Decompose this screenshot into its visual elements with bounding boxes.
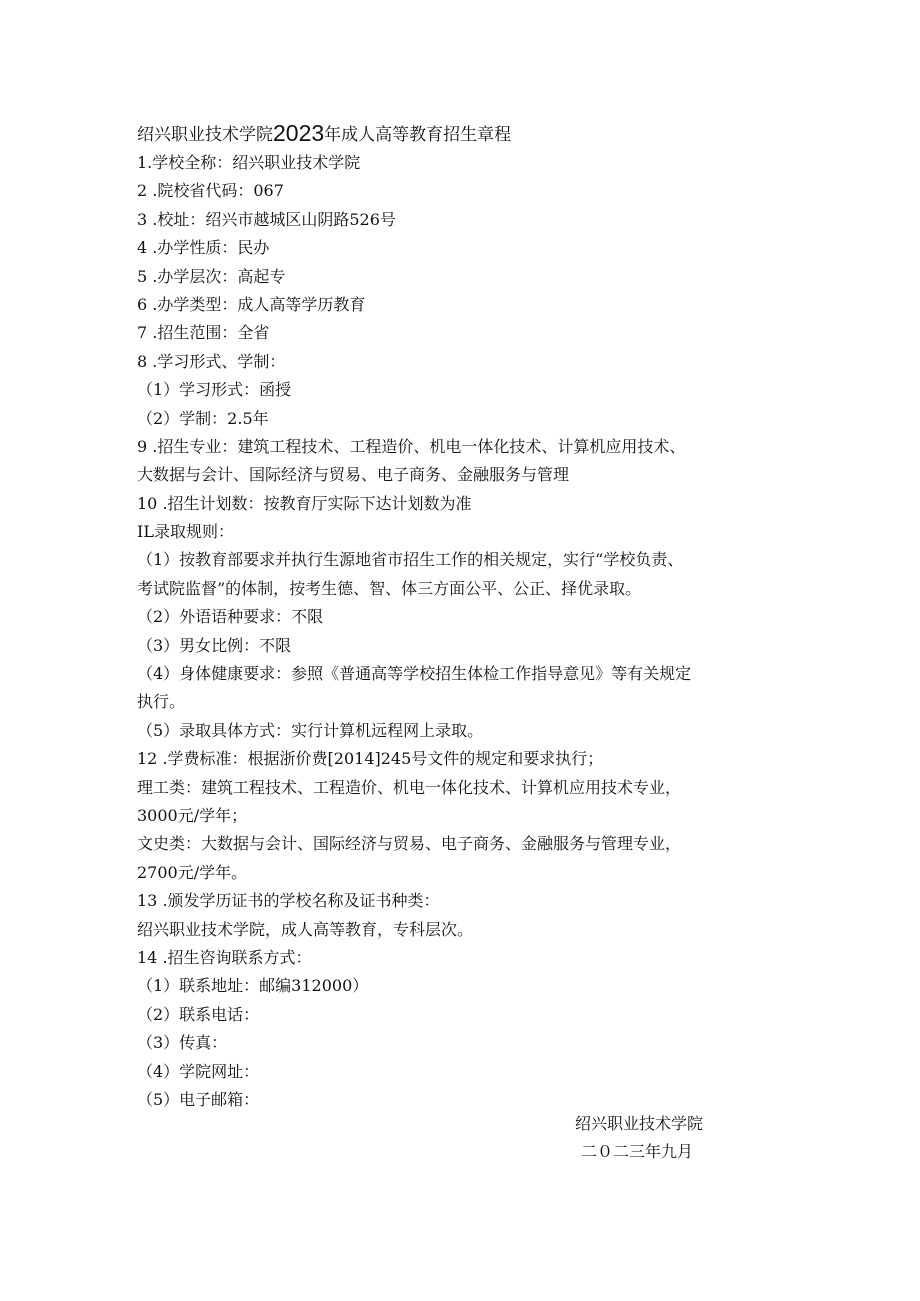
title-suffix: 年成人高等教育招生章程 bbox=[324, 125, 512, 145]
document-line: （1）按教育部要求并执行生源地省市招生工作的相关规定，实行“学校负责、 bbox=[137, 550, 684, 570]
document-line: （3）传真： bbox=[137, 1033, 228, 1053]
document-line: 5 .办学层次：高起专 bbox=[137, 266, 286, 286]
title-year: 2023 bbox=[273, 120, 325, 146]
document-line: 执行。 bbox=[137, 692, 186, 712]
signature-institution: 绍兴职业技术学院 bbox=[575, 1114, 704, 1133]
document-line: 14 .招生咨询联系方式： bbox=[137, 947, 312, 967]
document-body bbox=[137, 149, 797, 1114]
document-line: 1.学校全称：绍兴职业技术学院 bbox=[137, 153, 361, 172]
document-line: 4 .办学性质：民办 bbox=[137, 238, 270, 258]
document-line: 2 .院校省代码：067 bbox=[137, 181, 284, 201]
document-line: 10 .招生计划数：按教育厅实际下达计划数为准 bbox=[137, 493, 472, 513]
document-line: （2）学制：2.5年 bbox=[137, 408, 269, 428]
signature-block bbox=[575, 1110, 775, 1166]
signature-date: 二０二三年九月 bbox=[581, 1142, 694, 1161]
document-line: 12 .学费标准：根据浙价费[2014]245号文件的规定和要求执行； bbox=[137, 749, 604, 769]
document-line: 8 .学习形式、学制： bbox=[137, 351, 286, 371]
document-line: 绍兴职业技术学院，成人高等教育，专科层次。 bbox=[137, 919, 474, 939]
document-line: （5）录取具体方式：实行计算机远程网上录取。 bbox=[137, 720, 484, 740]
document-line: 7 .招生范围：全省 bbox=[137, 323, 270, 343]
document-line: 大数据与会计、国际经济与贸易、电子商务、金融服务与管理 bbox=[137, 465, 570, 485]
document-line: （3）男女比例：不限 bbox=[137, 635, 292, 655]
document-line: （2）联系电话： bbox=[137, 1004, 260, 1024]
document-line: 文史类：大数据与会计、国际经济与贸易、电子商务、金融服务与管理专业， bbox=[137, 834, 682, 854]
document-line: （1）学习形式：函授 bbox=[137, 380, 292, 400]
document-line: 6 .办学类型：成人高等学历教育 bbox=[137, 294, 366, 314]
document-line: 3 .校址：绍兴市越城区山阴路526号 bbox=[137, 209, 396, 229]
document-line: 9 .招生专业：建筑工程技术、工程造价、机电一体化技术、计算机应用技术、 bbox=[137, 436, 686, 456]
document-line: 理工类：建筑工程技术、工程造价、机电一体化技术、计算机应用技术专业， bbox=[137, 777, 682, 797]
document-line: （4）学院网址： bbox=[137, 1061, 260, 1081]
document-line: 3000元/学年； bbox=[137, 805, 248, 825]
document-line: 13 .颁发学历证书的学校名称及证书种类： bbox=[137, 891, 440, 911]
document-line: （4）身体健康要求：参照《普通高等学校招生体检工作指导意见》等有关规定 bbox=[137, 664, 692, 684]
document-line: 2700元/学年。 bbox=[137, 862, 248, 882]
document-line: （1）联系地址：邮编312000） bbox=[137, 976, 369, 996]
document-line: 考试院监督”的体制，按考生德、智、体三方面公平、公正、择优录取。 bbox=[137, 578, 642, 598]
title-prefix: 绍兴职业技术学院 bbox=[137, 125, 273, 145]
document-line: （5）电子邮箱： bbox=[137, 1089, 260, 1109]
document-line: IL录取规则： bbox=[137, 522, 234, 542]
document-title bbox=[137, 119, 511, 149]
document-line: （2）外语语种要求：不限 bbox=[137, 607, 324, 627]
